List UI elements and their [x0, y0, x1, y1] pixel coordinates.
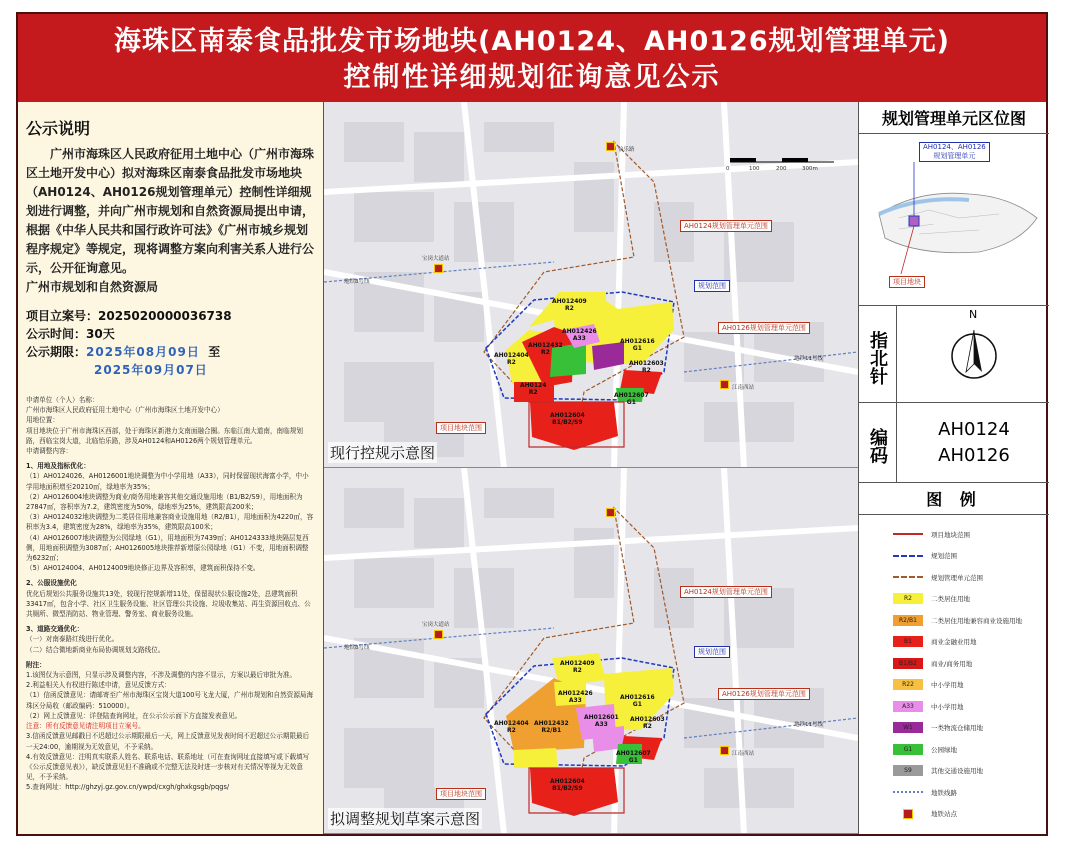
road-label: 江南西站 [732, 385, 755, 391]
legend-item [893, 635, 977, 649]
legend-label: 项目地块范围 [931, 530, 970, 539]
legend-heading: 图 例 [859, 483, 1049, 515]
detail-line: （2）AH0126004地块调整为商业/商务用地兼容其他交通设施用地（B1/B2/S9），用地面积为27847㎡，容积率为7.2，建筑密度为50%，绿地率为25%，建筑限高200米； [26, 492, 303, 512]
detail-line: （2）网上反馈意见：详登陆查询网址，在公示公示面下方直接发表意见。 [26, 711, 242, 720]
parcel-label: AH012409 R2 [560, 660, 595, 674]
legend-item [893, 742, 957, 756]
code-heading: 编码 [859, 403, 897, 483]
parcel-label: AH012607 G1 [614, 392, 649, 406]
project-no: 2025020000036738 [98, 309, 232, 323]
detail-line: （3）AH0124032地块调整为二类居住用地兼容商业设施用地（R2/B1），用地面积为4220㎡，容积率为3.4，建筑密度为28%，绿地率为35%，建筑限高100米； [26, 513, 314, 532]
notice-board [16, 12, 1048, 836]
location-unit-label: AH0124、AH0126 规划管理单元 [919, 142, 990, 162]
period-label: 公示时间： [26, 327, 87, 341]
road-label: 宝岗大道站 [422, 622, 450, 628]
proposed-map-caption: 拟调整规划草案示意图 [330, 810, 481, 828]
legend-label: 中小学用地 [931, 681, 964, 689]
metro-line-label: 地铁8号线 [344, 279, 370, 285]
metro-station-icon [606, 508, 615, 517]
detail-line: （1）AH0124026、AH0126001地块调整为中小学用地（A33），同时保留现状海富小学，中小学用地面积增至20210㎡，绿地率为35%； [26, 472, 309, 491]
legend-label: 规划范围 [931, 552, 957, 560]
legend-item [893, 656, 972, 670]
current-map-caption: 现行控规示意图 [330, 444, 436, 462]
scale-300: 300m [802, 166, 818, 172]
parcel-label: AH012432 R2 [528, 342, 563, 356]
detail-line: 注意：所有反馈意见请注明项目立案号。 [26, 722, 145, 731]
legend-item [893, 785, 957, 799]
legend-box [859, 483, 1049, 833]
project-info [26, 307, 315, 379]
callout-plan: 规划范围 [694, 280, 730, 292]
code-box [859, 403, 1049, 483]
location-heading: 规划管理单元区位图 [859, 102, 1049, 134]
metro-line-label: 地铁8号线 [344, 645, 370, 651]
parcel-label: AH012409 R2 [552, 298, 587, 312]
notice-body: 广州市海珠区人民政府征用土地中心（广州市海珠区土地开发中心）拟对海珠区南泰食品批发市场地块（AH0124、AH0126规划管理单元）控制性详细规划进行调整，并向广州市规划和自然资源局提出申请，根据《中华人民共和国行政许可法》《广州市城乡规划程序规定》等规定，现将调整方案向利害关系人进行公示，公开征询意见。 [26, 147, 315, 275]
code-value-ah0124: AH0124 [938, 419, 1010, 440]
callout-site: 项目地块范围 [436, 788, 486, 800]
north-arrow-box [859, 306, 1049, 403]
scale-100: 100 [749, 166, 760, 172]
legend-item [893, 699, 964, 713]
notice-signature: 广州市规划和自然资源局 [26, 280, 159, 294]
legend-item [893, 764, 983, 778]
notice-heading: 公示说明 [26, 119, 91, 138]
detail-line: 5.查询网址：http://ghzyj.gz.gov.cn/ywpd/cxgh/ghxkgsgb/pqgs/ [26, 783, 230, 792]
parcel-label: AH012603 R2 [629, 360, 664, 374]
notice-panel [18, 102, 324, 834]
details-text [18, 395, 323, 793]
period-value: 30天 [86, 327, 115, 341]
title-line-2: 控制性详细规划征询意见公示 [343, 62, 721, 93]
north-letter: N [969, 308, 978, 321]
metro-station-icon [720, 746, 729, 755]
legend-item [893, 570, 983, 584]
legend-label: 商业/商务用地 [931, 659, 973, 668]
legend-item [893, 807, 957, 821]
metro-line-label: 地铁11号线 [794, 722, 823, 728]
current-map-drawing [324, 102, 858, 468]
metro-station-icon [720, 380, 729, 389]
north-heading: 指北针 [859, 306, 897, 402]
current-map [324, 102, 858, 468]
detail-line: 用地位置： [26, 416, 59, 425]
detail-line: 2.利益相关人有权进行陈述申请，意见反馈方式： [26, 681, 171, 690]
detail-line: 4.有效反馈意见：注明真实联系人姓名、联系电话、联系地址（可在查询网址直接填写或下载填写《公示反馈意见表》），缺反馈意见但不准确或不完整无法及时进一步核对有关情况等视为无效意见，不予采纳。 [26, 752, 310, 782]
detail-line: 附注： [26, 660, 46, 669]
metro-station-icon [434, 630, 443, 639]
legend-swatch [893, 576, 923, 578]
legend-item [893, 678, 964, 692]
metro-line-label: 地铁11号线 [794, 356, 823, 362]
location-site-label: 项目地块 [889, 276, 925, 288]
legend-label: 二类居住用地 [931, 595, 970, 603]
parcel-label: AH012604 B1/B2/S9 [550, 778, 585, 792]
detail-line: 申请调整内容： [26, 447, 73, 456]
title-bar [18, 14, 1046, 102]
detail-line: （一）对南泰路红线进行优化。 [26, 635, 119, 644]
metro-station-icon [434, 264, 443, 273]
legend-swatch: W1 [893, 722, 923, 733]
legend-label: 中小学用地 [931, 702, 964, 711]
detail-line: （4）AH0126007地块调整为公园绿地（G1），用地面积为7439㎡；AH0124333地块隔层复西侧，用地面积调整为3087㎡；AH0126005地块推荐新增原公园绿地（G1）不变，用地面积调整为6232㎡； [26, 533, 309, 563]
parcel-label: AH012426 A33 [558, 690, 593, 704]
detail-line: 2、公服设施优化 [26, 579, 77, 588]
code-values [899, 417, 1049, 469]
callout-plan: 规划范围 [694, 646, 730, 658]
info-panel [858, 102, 1048, 834]
scale-0: 0 [726, 166, 730, 172]
parcel-label: AH012603 R2 [630, 716, 665, 730]
callout-ah0126: AH0126规划管理单元范围 [718, 322, 810, 334]
legend-item [893, 613, 1022, 627]
parcel-label: AH012404 R2 [494, 720, 529, 734]
legend-item [893, 721, 983, 735]
date-to-word: 至 [208, 345, 221, 359]
legend-label: 规划管理单元范围 [931, 573, 983, 582]
legend-swatch: B1 [893, 636, 923, 647]
detail-line: 广州市海珠区人民政府征用土地中心（广州市海珠区土地开发中心） [26, 406, 224, 415]
legend-label: 地铁线路 [931, 788, 957, 797]
metro-station-icon [606, 142, 615, 151]
date-to: 2025年09月07日 [94, 363, 208, 377]
road-label: 江南西站 [732, 751, 755, 757]
legend-swatch: B1/B2 [893, 658, 923, 669]
detail-line: （二）结合微地新商业布局协调规划支路线位。 [26, 645, 165, 654]
proposed-map [324, 468, 858, 834]
legend-swatch: R2/B1 [893, 615, 923, 626]
parcel-label: AH012607 G1 [616, 750, 651, 764]
detail-line: 项目地块位于广州市海珠区西部，处于海珠区新港力支南面融合圈。东临江南大道南，南临规划路，西临宝岗大道，北临怡乐路，涉及AH0124和AH0126两个规划管理单元。 [26, 426, 303, 445]
detail-line: 1、用地及指标优化： [26, 462, 90, 471]
detail-line: 申请单位（个人）名称： [26, 396, 99, 404]
road-label: 宝岗大道站 [422, 256, 450, 262]
callout-ah0126: AH0126规划管理单元范围 [718, 688, 810, 700]
code-value-ah0126: AH0126 [938, 445, 1010, 466]
legend-swatch [903, 809, 913, 819]
maps-panel [324, 102, 858, 834]
legend-swatch [893, 533, 923, 535]
detail-line: 3、道路交通优化： [26, 625, 84, 634]
dates-label: 公示期限： [26, 345, 87, 359]
legend-swatch [893, 791, 923, 793]
detail-line: 3.信函反馈意见邮戳日不迟超过公示期限最后一天，网上反馈意见发表时间不迟超过公示期限最后一天24:00，逾期视为无效意见，不予采纳。 [26, 732, 310, 751]
parcel-label: AH012616 G1 [620, 694, 655, 708]
legend-label: 地铁站点 [931, 810, 957, 818]
location-map-box [859, 102, 1049, 306]
parcel-label: AH012426 A33 [562, 328, 597, 342]
parcel-label: AH012601 A33 [584, 714, 619, 728]
legend-swatch: R2 [893, 593, 923, 604]
parcel-label: AH012404 R2 [494, 352, 529, 366]
legend-label: 公园绿地 [931, 745, 957, 754]
legend-label: 二类居住用地兼容商业设施用地 [931, 616, 1022, 625]
legend-label: 一类物流仓储用地 [931, 724, 983, 732]
detail-line: 优化后规划公共服务设施共13处，较现行控规新增11处，保留现状公服设施2处，总建筑面积33417㎡，包含小学、社区卫生服务设施、社区管理公共设施、垃圾收集站、再生资源回收点、公共厕所、微型消防站、物业管理、警务室、商业服务设施。 [26, 589, 311, 619]
scale-200: 200 [776, 166, 787, 172]
legend-swatch: G1 [893, 744, 923, 755]
legend-label: 商业金融业用地 [931, 638, 977, 646]
legend-label: 其他交通设施用地 [931, 767, 983, 775]
project-no-label: 项目立案号： [26, 309, 99, 323]
parcel-label: AH012432 R2/B1 [534, 720, 569, 734]
legend-item [893, 527, 970, 541]
parcel-label: AH012616 G1 [620, 338, 655, 352]
legend-swatch [893, 555, 923, 557]
road-label: 怡乐路 [618, 147, 635, 153]
callout-site: 项目地块范围 [436, 422, 486, 434]
detail-line: （1）信函反馈意见：请邮寄至广州市海珠区宝岗大道100号飞龙大厦，广州市规划和自然资源局海珠区分局收（邮政编码：510000）。 [26, 691, 314, 710]
date-from: 2025年08月09日 [86, 345, 200, 359]
callout-ah0124: AH0124规划管理单元范围 [680, 220, 772, 232]
parcel-label: AH012604 B1/B2/S9 [550, 412, 585, 426]
detail-line: 1.该图仅为示意图，只显示涉及调整内容，不涉及调整的内容不显示，方案以最后审批为准。 [26, 671, 297, 680]
legend-swatch: A33 [893, 701, 923, 712]
proposed-map-drawing [324, 468, 858, 834]
legend-swatch: R22 [893, 679, 923, 690]
detail-line: （5）AH0124004、AH0124009地块修正边界及容积率，建筑面积保持不变。 [26, 564, 260, 573]
legend-item [893, 592, 970, 606]
callout-ah0124: AH0124规划管理单元范围 [680, 586, 772, 598]
legend-item [893, 549, 957, 563]
parcel-label: AH0124 R2 [520, 382, 547, 396]
title-line-1: 海珠区南泰食品批发市场地块(AH0124、AH0126规划管理单元) [114, 26, 950, 57]
legend-swatch: S9 [893, 765, 923, 776]
